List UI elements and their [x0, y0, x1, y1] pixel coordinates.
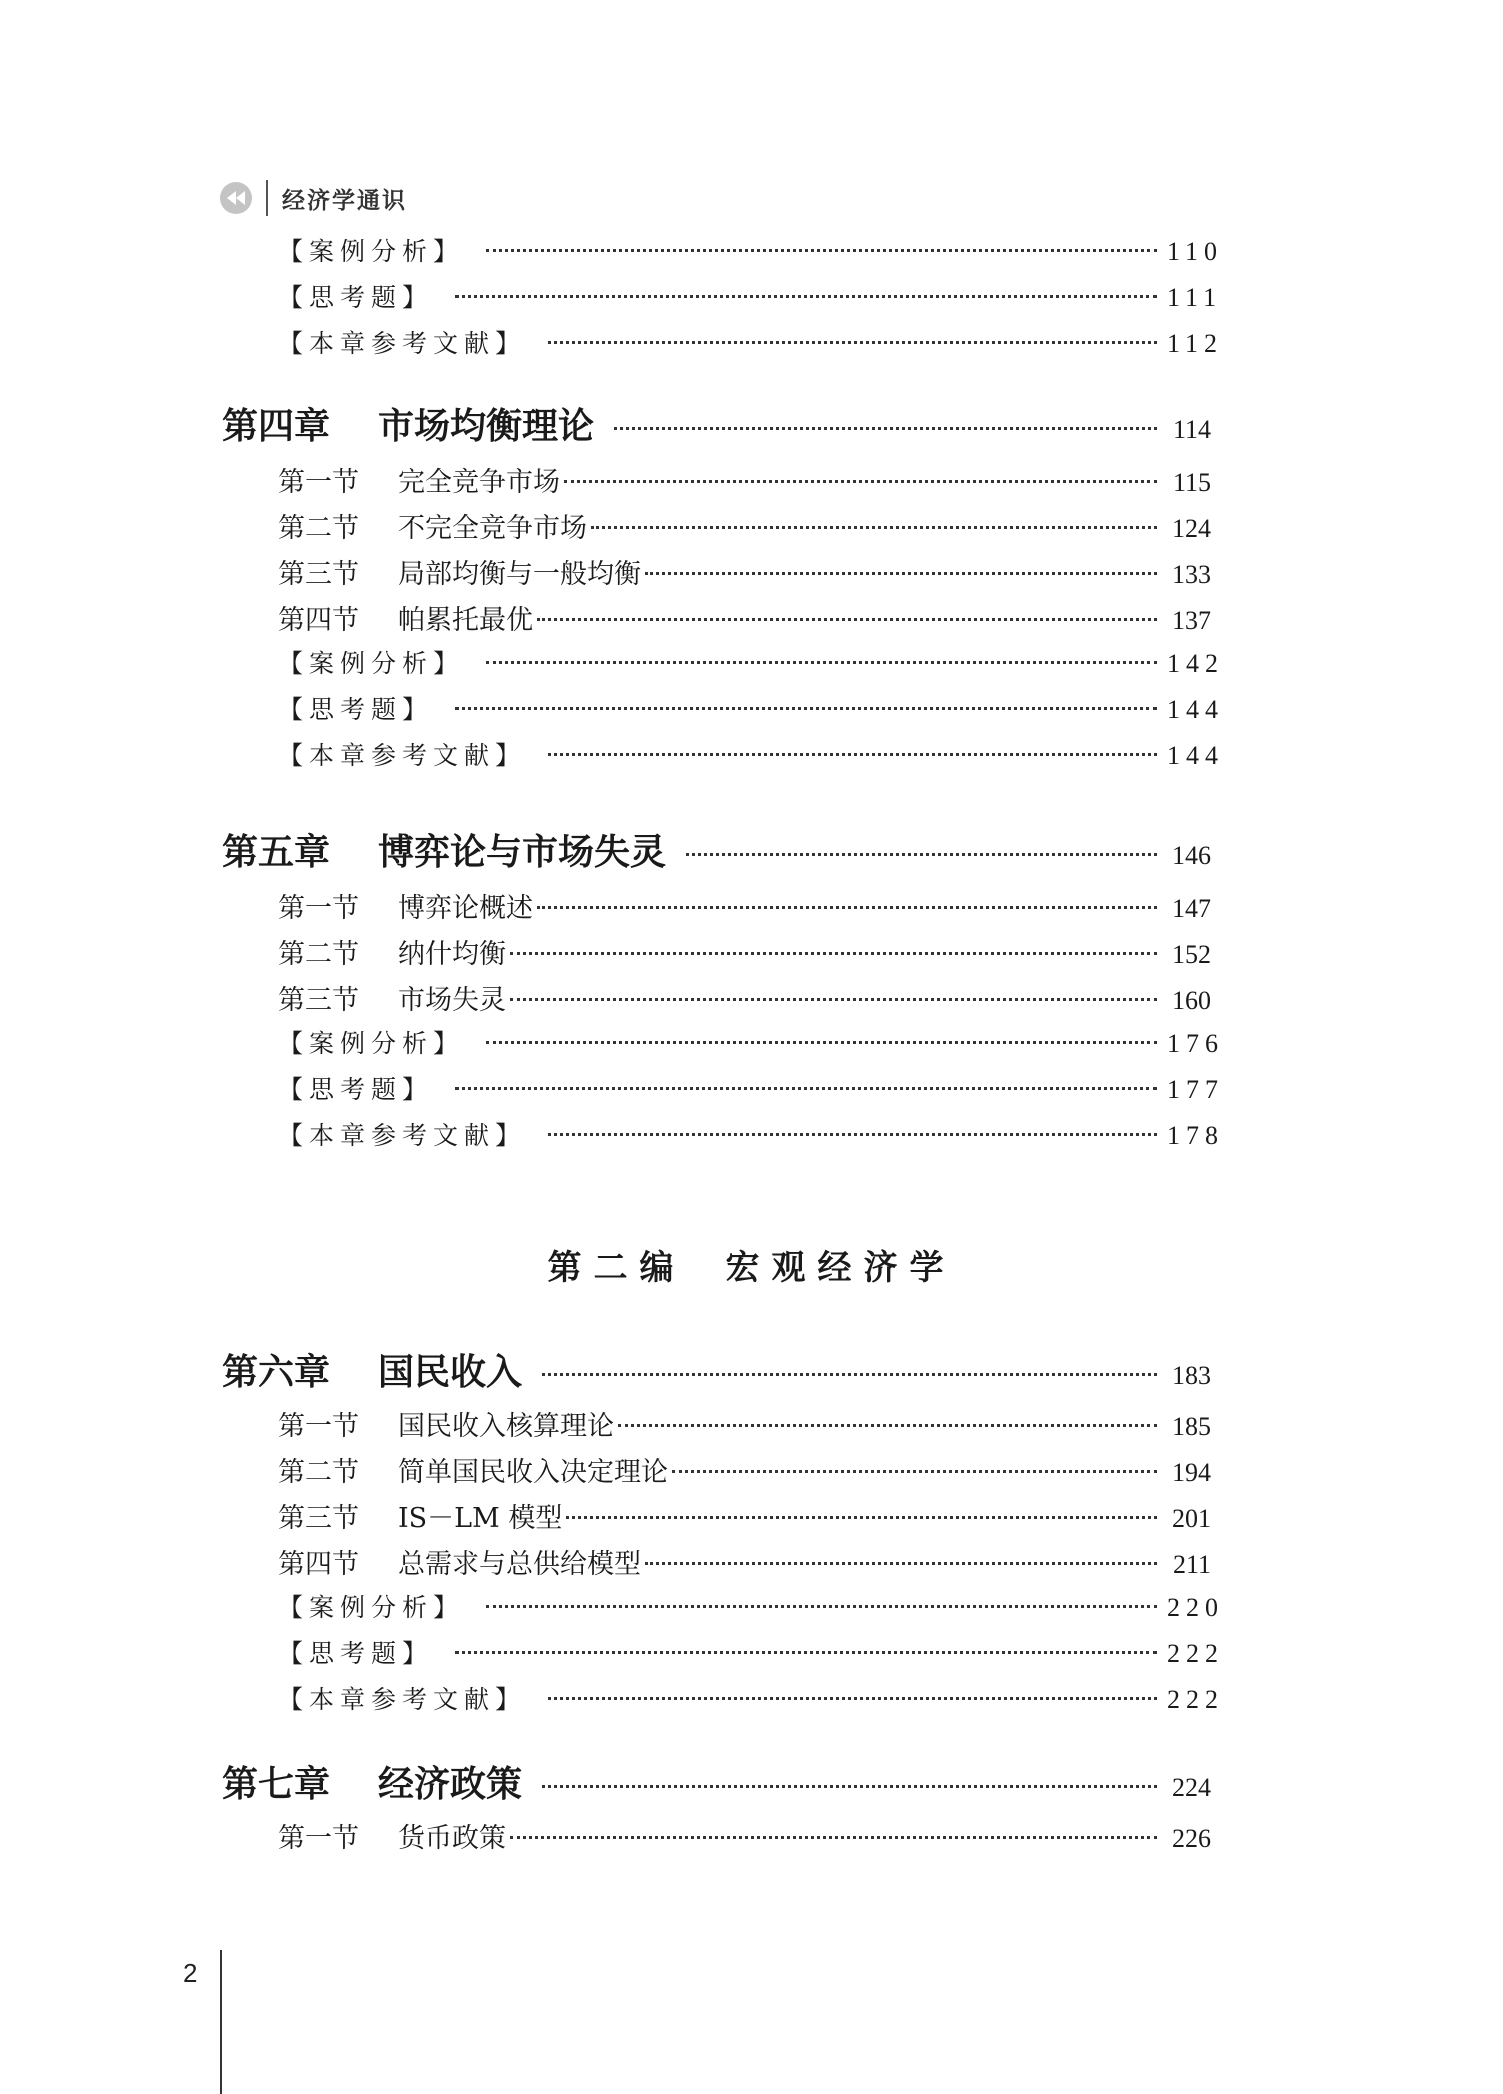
section-title: 国民收入核算理论	[398, 1411, 614, 1442]
toc-section-row	[278, 1404, 1211, 1443]
toc-entry-label: 【本章参考文献】	[278, 1121, 527, 1150]
toc-section-row	[278, 460, 1211, 499]
rewind-icon	[220, 182, 252, 214]
toc-entry-label: 【思考题】	[278, 1639, 434, 1668]
section-heading	[278, 1496, 562, 1535]
section-number: 第一节	[278, 893, 359, 924]
toc-entry-label: 【思考题】	[278, 1075, 434, 1104]
chapter-title: 市场均衡理论	[378, 406, 595, 447]
dot-leader	[548, 1697, 1157, 1700]
part-title	[0, 1240, 1503, 1289]
page-ref: 137	[1172, 606, 1211, 635]
dot-leader	[486, 1605, 1157, 1608]
section-heading	[278, 932, 506, 971]
chapter-heading	[222, 824, 666, 875]
section-heading	[278, 978, 506, 1017]
dot-leader	[486, 249, 1157, 252]
dot-leader	[542, 1785, 1157, 1788]
toc-section-row	[278, 1542, 1211, 1581]
chapter-heading	[222, 1344, 522, 1395]
section-title: 博弈论概述	[398, 893, 533, 924]
page-ref: 211	[1172, 1550, 1211, 1579]
dot-leader	[455, 1087, 1157, 1090]
running-header	[220, 178, 407, 218]
page-ref: 112	[1167, 329, 1224, 358]
chapter-number: 第六章	[222, 1352, 331, 1393]
section-number: 第一节	[278, 1411, 359, 1442]
section-number: 第二节	[278, 1457, 359, 1488]
section-heading	[278, 506, 587, 545]
chapter-heading	[222, 1756, 522, 1807]
section-title: 完全竞争市场	[398, 467, 560, 498]
toc-section-row	[278, 552, 1211, 591]
toc-extra-row	[278, 324, 1224, 360]
section-heading	[278, 552, 641, 591]
page-ref: 133	[1172, 560, 1211, 589]
toc-extra-row	[278, 232, 1224, 268]
toc-entry-label: 【案例分析】	[278, 237, 465, 266]
toc-section-row	[278, 932, 1211, 971]
toc-extra-row	[278, 1116, 1224, 1152]
dot-leader	[455, 707, 1157, 710]
page-ref: 152	[1172, 940, 1211, 969]
dot-leader	[548, 753, 1157, 756]
page-ref: 176	[1167, 1029, 1224, 1058]
part-name: 宏观经济学	[725, 1248, 956, 1288]
toc-section-row	[278, 978, 1211, 1017]
dot-leader	[548, 1133, 1157, 1136]
section-heading	[278, 1542, 641, 1581]
toc-section-row	[278, 1496, 1211, 1535]
chapter-heading	[222, 398, 594, 449]
section-number: 第四节	[278, 605, 359, 636]
page-ref: 226	[1172, 1824, 1211, 1853]
section-number: 第三节	[278, 985, 359, 1016]
chapter-number: 第七章	[222, 1764, 331, 1805]
page-ref: 146	[1172, 841, 1211, 870]
page-ref: 144	[1167, 741, 1224, 770]
dot-leader	[645, 572, 1157, 575]
section-heading	[278, 1450, 668, 1489]
page-ref: 201	[1172, 1504, 1211, 1533]
chapter-title: 国民收入	[378, 1352, 523, 1393]
toc-chapter-row	[222, 824, 1211, 875]
toc-chapter-row	[222, 1344, 1211, 1395]
toc-entry-label: 【案例分析】	[278, 1593, 465, 1622]
toc-extra-row	[278, 1070, 1224, 1106]
section-number: 第一节	[278, 1823, 359, 1854]
toc-extra-row	[278, 1680, 1224, 1716]
page-ref: 185	[1172, 1412, 1211, 1441]
page-ref: 222	[1167, 1685, 1224, 1714]
header-divider	[266, 180, 268, 216]
section-heading	[278, 460, 560, 499]
section-title: 不完全竞争市场	[398, 513, 587, 544]
dot-leader	[510, 1836, 1157, 1839]
section-heading	[278, 598, 533, 637]
toc-entry-label: 【思考题】	[278, 283, 434, 312]
section-number: 第三节	[278, 1503, 359, 1534]
page-ref: 220	[1167, 1593, 1224, 1622]
section-title: IS－LM 模型	[398, 1503, 563, 1534]
dot-leader	[510, 998, 1157, 1001]
dot-leader	[564, 480, 1157, 483]
dot-leader	[510, 952, 1157, 955]
toc-extra-row	[278, 644, 1224, 680]
toc-section-row	[278, 598, 1211, 637]
chapter-title: 博弈论与市场失灵	[378, 832, 667, 873]
page-ref: 144	[1167, 695, 1224, 724]
section-number: 第二节	[278, 513, 359, 544]
chapter-number: 第五章	[222, 832, 331, 873]
toc-section-row	[278, 1450, 1211, 1489]
page-ref: 147	[1172, 894, 1211, 923]
toc-section-row	[278, 506, 1211, 545]
section-number: 第二节	[278, 939, 359, 970]
section-title: 市场失灵	[398, 985, 506, 1016]
toc-extra-row	[278, 1588, 1224, 1624]
dot-leader	[686, 853, 1157, 856]
page-ref: 178	[1167, 1121, 1224, 1150]
page-ref: 222	[1167, 1639, 1224, 1668]
dot-leader	[486, 661, 1157, 664]
page-ref: 115	[1172, 468, 1211, 497]
page-ref: 183	[1172, 1361, 1211, 1390]
section-number: 第一节	[278, 467, 359, 498]
page-ref: 111	[1167, 283, 1223, 312]
toc-extra-row	[278, 1634, 1224, 1670]
toc-entry-label: 【案例分析】	[278, 649, 465, 678]
toc-entry-label: 【本章参考文献】	[278, 741, 527, 770]
section-number: 第三节	[278, 559, 359, 590]
toc-extra-row	[278, 690, 1224, 726]
page-number: 2	[183, 1958, 198, 1988]
chapter-number: 第四章	[222, 406, 331, 447]
toc-extra-row	[278, 278, 1223, 314]
part-number: 第二编	[547, 1248, 686, 1288]
section-heading	[278, 1404, 614, 1443]
dot-leader	[614, 427, 1157, 430]
dot-leader	[548, 341, 1157, 344]
dot-leader	[566, 1516, 1157, 1519]
dot-leader	[537, 906, 1157, 909]
page-ref: 177	[1167, 1075, 1224, 1104]
section-number: 第四节	[278, 1549, 359, 1580]
page-ref: 110	[1167, 237, 1224, 266]
page-ref: 124	[1172, 514, 1211, 543]
dot-leader	[486, 1041, 1157, 1044]
book-title: 经济学通识	[282, 187, 407, 214]
dot-leader	[455, 1651, 1157, 1654]
page-ref: 114	[1172, 415, 1211, 444]
toc-entry-label: 【思考题】	[278, 695, 434, 724]
dot-leader	[542, 1373, 1157, 1376]
page-ref: 142	[1167, 649, 1224, 678]
page-ref: 194	[1172, 1458, 1211, 1487]
toc-entry-label: 【本章参考文献】	[278, 329, 527, 358]
section-title: 局部均衡与一般均衡	[398, 559, 641, 590]
footer-rule	[220, 1950, 222, 2094]
toc-entry-label: 【本章参考文献】	[278, 1685, 527, 1714]
toc-section-row	[278, 1816, 1211, 1855]
dot-leader	[645, 1562, 1157, 1565]
dot-leader	[618, 1424, 1157, 1427]
dot-leader	[672, 1470, 1157, 1473]
toc-entry-label: 【案例分析】	[278, 1029, 465, 1058]
section-title: 简单国民收入决定理论	[398, 1457, 668, 1488]
toc-chapter-row	[222, 398, 1211, 449]
section-title: 货币政策	[398, 1823, 506, 1854]
section-title: 总需求与总供给模型	[398, 1549, 641, 1580]
toc-extra-row	[278, 736, 1224, 772]
dot-leader	[591, 526, 1157, 529]
toc-chapter-row	[222, 1756, 1211, 1807]
chapter-title: 经济政策	[378, 1764, 523, 1805]
section-heading	[278, 886, 533, 925]
section-heading	[278, 1816, 506, 1855]
section-title: 帕累托最优	[398, 605, 533, 636]
page-ref: 160	[1172, 986, 1211, 1015]
page-ref: 224	[1172, 1773, 1211, 1802]
toc-section-row	[278, 886, 1211, 925]
dot-leader	[455, 295, 1157, 298]
toc-extra-row	[278, 1024, 1224, 1060]
dot-leader	[537, 618, 1157, 621]
section-title: 纳什均衡	[398, 939, 506, 970]
